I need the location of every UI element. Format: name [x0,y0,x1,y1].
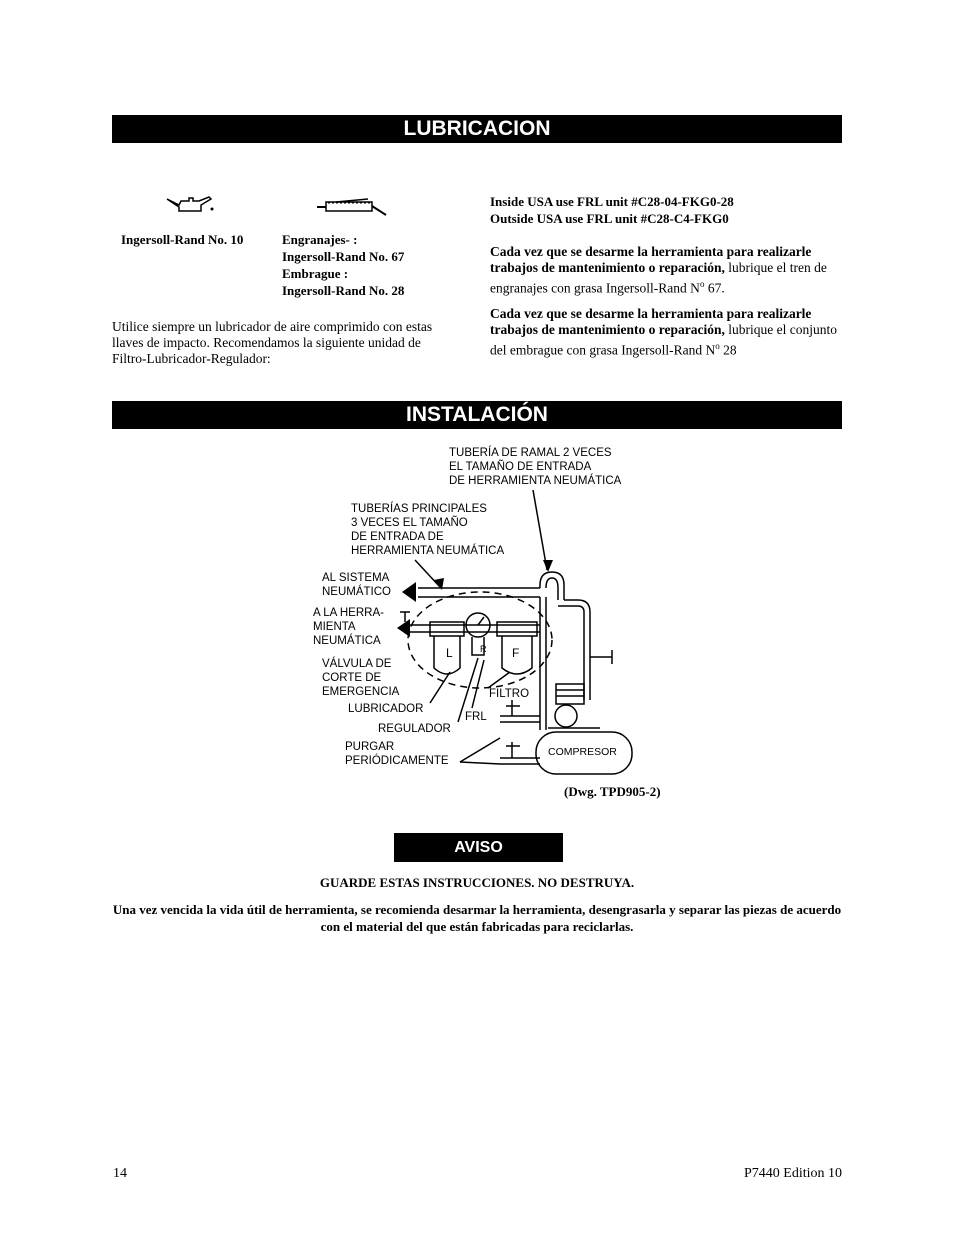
para-rest: lubrique el conjunto del embrague con grasa Ingersoll-Rand N [490,322,837,358]
frl-unit-usa: Inside USA use FRL unit #C28-04-FKG0-28 [490,194,734,209]
drawing-reference: (Dwg. TPD905-2) [564,784,661,799]
label-line: DE ENTRADA DE [351,531,444,543]
para-end: 67. [704,280,725,296]
label-f: F [512,646,520,660]
label-line: NEUMÁTICO [322,586,391,598]
label-line: DE HERRAMIENTA NEUMÁTICA [449,475,622,487]
label-line: PERIÓDICAMENTE [345,755,449,767]
label-line: VÁLVULA DE [322,658,392,670]
oil-label: Ingersoll-Rand No. 10 [121,232,244,247]
para-sup: o [715,341,720,351]
notice-line-2: Una vez vencida la vida útil de herramienta, se recomienda desarmar la herramienta, desengrasarla y separar las piezas de acuerdo con el material del que están fabricadas para reciclarlas. [112,902,842,934]
edition-label: P7440 Edition 10 [743,1166,842,1181]
para-rest: lubrique el tren de engranajes con grasa Ingersoll-Rand N [490,260,827,296]
label-line: HERRAMIENTA NEUMÁTICA [351,545,505,557]
label-shutoff-valve [322,657,399,699]
label-regulator: REGULADOR [378,723,451,735]
label-r: R [480,644,487,654]
para-end: 28 [719,342,737,358]
label-l: L [446,646,453,660]
label-line: PURGAR [345,741,395,753]
label-filter: FILTRO [489,688,530,700]
label-line: TUBERÍAS PRINCIPALES [351,503,487,515]
frl-note: Utilice siempre un lubricador de aire comprimido con estas llaves de impacto. Recomendamos la siguiente unidad de Filtro-Lubricador-Regulador: [112,319,433,366]
label-line: EL TAMAÑO DE ENTRADA [449,461,592,473]
grease-line: Engranajes- : [282,232,358,247]
label-compressor: COMPRESOR [548,746,617,758]
label-to-tool [313,606,384,648]
label-line: CORTE DE [322,672,382,684]
label-frl: FRL [465,711,487,723]
frl-unit-outside: Outside USA use FRL unit #C28-C4-FKG0 [490,211,729,226]
label-line: AL SISTEMA [322,572,390,584]
label-line: A LA HERRA- [313,607,384,619]
installation-heading: INSTALACIÓN [112,401,842,429]
lubrication-heading: LUBRICACION [112,115,842,143]
label-line: EMERGENCIA [322,686,400,698]
label-lubricator: LUBRICADOR [348,703,424,715]
para-bold: Cada vez que se desarme la herramienta para realizarle trabajos de mantenimiento o reparación, [490,244,812,275]
para-bold: Cada vez que se desarme la herramienta para realizarle trabajos de mantenimiento o reparación, [490,306,812,337]
label-line: 3 VECES EL TAMAÑO [351,517,468,529]
grease-line: Embrague : [282,266,349,281]
label-line: TUBERÍA DE RAMAL 2 VECES [449,447,612,459]
label-drain [345,740,449,768]
label-main-pipe [351,502,504,558]
label-line: NEUMÁTICA [313,635,381,647]
label-branch-pipe [449,446,621,488]
grease-line: Ingersoll-Rand No. 67 [282,249,405,264]
grease-line: Ingersoll-Rand No. 28 [282,283,405,298]
para-sup: o [699,279,705,289]
label-air-system [322,571,391,599]
notice-badge: AVISO [394,833,563,862]
label-line: MIENTA [313,621,356,633]
notice-line-1: GUARDE ESTAS INSTRUCCIONES. NO DESTRUYA. [319,875,635,890]
page-number: 14 [113,1166,127,1181]
